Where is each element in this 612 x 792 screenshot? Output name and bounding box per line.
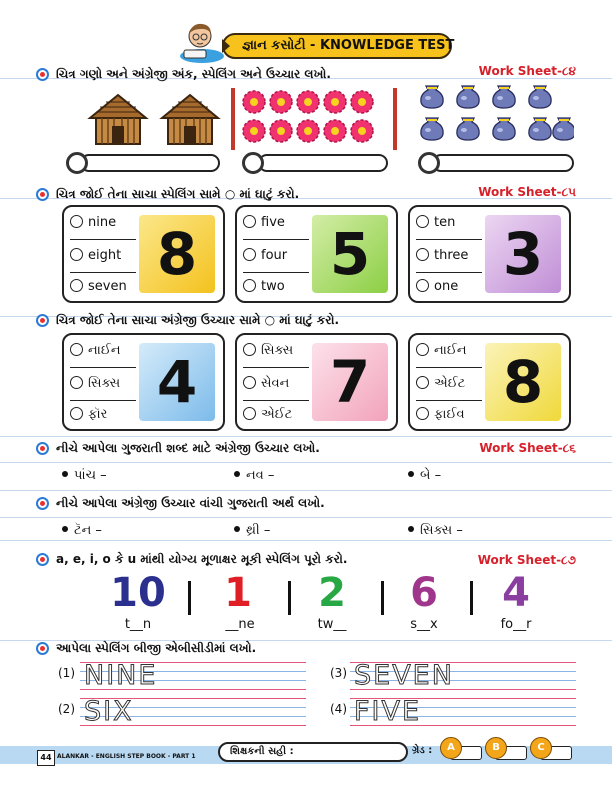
- radio-circle-icon[interactable]: [243, 215, 256, 228]
- bags-icon: [418, 84, 574, 150]
- vowel-word[interactable]: tw__: [317, 617, 347, 632]
- worksheet-label-86: Work Sheet-૮૬: [479, 441, 576, 455]
- option-row[interactable]: three: [416, 239, 482, 273]
- word-item[interactable]: નવ –: [234, 468, 274, 483]
- vowel-number: 6: [410, 570, 438, 616]
- grade-b-badge[interactable]: B: [485, 737, 507, 759]
- title-arrow-icon: [222, 39, 230, 53]
- option-row[interactable]: એઈટ: [243, 399, 309, 431]
- outline-word: SIX: [84, 696, 134, 727]
- word-item[interactable]: ટૅન –: [62, 523, 102, 538]
- option-row[interactable]: five: [243, 207, 309, 239]
- option-row[interactable]: ફાઈવ: [416, 399, 482, 431]
- bullet-icon: [36, 68, 49, 81]
- vowel-number: 1: [224, 570, 252, 616]
- separator: [381, 581, 384, 615]
- answer-count-flowers[interactable]: [242, 152, 264, 174]
- radio-circle-icon[interactable]: [70, 407, 83, 420]
- big-number: 8: [139, 215, 215, 293]
- radio-circle-icon[interactable]: [243, 279, 256, 292]
- big-number: 3: [485, 215, 561, 293]
- radio-circle-icon[interactable]: [243, 376, 256, 389]
- option-row[interactable]: one: [416, 271, 482, 303]
- handwriting-line-2[interactable]: [80, 698, 306, 726]
- entry-label: (3): [330, 666, 347, 680]
- answer-count-huts[interactable]: [66, 152, 88, 174]
- radio-circle-icon[interactable]: [416, 343, 429, 356]
- radio-circle-icon[interactable]: [416, 376, 429, 389]
- mascot-icon: [178, 20, 226, 64]
- answer-count-bags[interactable]: [418, 152, 440, 174]
- pronunciation-box-2: [235, 333, 398, 431]
- vowel-word[interactable]: t__n: [124, 617, 152, 632]
- vowel-word[interactable]: __ne: [225, 617, 255, 632]
- grade-c-badge[interactable]: C: [530, 737, 552, 759]
- radio-circle-icon[interactable]: [416, 407, 429, 420]
- separator: [288, 581, 291, 615]
- flowers-icon: [240, 88, 376, 146]
- bullet-icon: [36, 553, 49, 566]
- spelling-box-1: [62, 205, 225, 303]
- option-row[interactable]: ten: [416, 207, 482, 239]
- handwriting-line-3[interactable]: [350, 662, 576, 690]
- outline-word: SEVEN: [354, 660, 454, 691]
- page-title: જ્ઞાન કસોટી - KNOWLEDGE TEST: [222, 33, 452, 59]
- radio-circle-icon[interactable]: [243, 407, 256, 420]
- vowel-number: 4: [502, 570, 530, 616]
- worksheet-label-87: Work Sheet-૮૭: [477, 553, 576, 567]
- vowel-number: 2: [318, 570, 346, 616]
- answer-field-flowers[interactable]: [258, 154, 388, 172]
- handwriting-line-1[interactable]: [80, 662, 306, 690]
- radio-circle-icon[interactable]: [70, 343, 83, 356]
- vowel-number: 10: [110, 570, 166, 616]
- grade-a-badge[interactable]: A: [440, 737, 462, 759]
- option-row[interactable]: સિક્સ: [243, 335, 309, 367]
- spelling-box-2: [235, 205, 398, 303]
- radio-circle-icon[interactable]: [70, 376, 83, 389]
- option-row[interactable]: eight: [70, 239, 136, 273]
- radio-circle-icon[interactable]: [416, 215, 429, 228]
- bullet-icon: [36, 442, 49, 455]
- big-number: 5: [312, 215, 388, 293]
- option-row[interactable]: સેવન: [243, 367, 309, 401]
- outline-word: FIVE: [354, 696, 422, 727]
- word-item[interactable]: સિક્સ –: [408, 523, 463, 538]
- outline-word: NINE: [84, 660, 158, 691]
- radio-circle-icon[interactable]: [70, 215, 83, 228]
- option-row[interactable]: એઈટ: [416, 367, 482, 401]
- page-number: 44: [37, 750, 55, 766]
- radio-circle-icon[interactable]: [70, 248, 83, 261]
- big-number: 7: [312, 343, 388, 421]
- separator: [188, 581, 191, 615]
- word-item[interactable]: પાંચ –: [62, 468, 107, 483]
- answer-field-bags[interactable]: [432, 154, 574, 172]
- dot-icon: [234, 471, 240, 477]
- radio-circle-icon[interactable]: [416, 248, 429, 261]
- radio-circle-icon[interactable]: [243, 343, 256, 356]
- teacher-signature-field[interactable]: શિક્ષકની સહી :: [218, 742, 408, 762]
- answer-field-huts[interactable]: [80, 154, 220, 172]
- spelling-box-3: [408, 205, 571, 303]
- entry-label: (4): [330, 702, 347, 716]
- dot-icon: [234, 526, 240, 532]
- option-row[interactable]: ફૉર: [70, 399, 136, 431]
- option-row[interactable]: two: [243, 271, 309, 303]
- option-row[interactable]: nine: [70, 207, 136, 239]
- worksheet-label-84: Work Sheet-૮૪: [478, 64, 576, 78]
- option-row[interactable]: four: [243, 239, 309, 273]
- bullet-icon: [36, 314, 49, 327]
- handwriting-line-4[interactable]: [350, 698, 576, 726]
- option-row[interactable]: seven: [70, 271, 136, 303]
- pronunciation-box-1: [62, 333, 225, 431]
- separator: [470, 581, 473, 615]
- option-row[interactable]: નાઈન: [416, 335, 482, 367]
- word-item[interactable]: થ્રી –: [234, 523, 270, 538]
- separator: [231, 88, 235, 150]
- bullet-icon: [36, 497, 49, 510]
- radio-circle-icon[interactable]: [416, 279, 429, 292]
- hut-icon: [158, 92, 222, 148]
- hut-icon: [86, 92, 150, 148]
- bullet-icon: [36, 188, 49, 201]
- vowel-word[interactable]: s__x: [410, 617, 438, 632]
- big-number: 8: [485, 343, 561, 421]
- option-row[interactable]: સિક્સ: [70, 367, 136, 401]
- grade-label: ગ્રેડ :: [412, 745, 433, 756]
- pronunciation-box-3: [408, 333, 571, 431]
- dot-icon: [62, 471, 68, 477]
- entry-label: (2): [58, 702, 75, 716]
- separator: [393, 88, 397, 150]
- vowel-word[interactable]: fo__r: [500, 617, 532, 632]
- book-title: ALANKAR - ENGLISH STEP BOOK - PART 1: [57, 753, 196, 760]
- word-item[interactable]: બે –: [408, 468, 441, 483]
- radio-circle-icon[interactable]: [243, 248, 256, 261]
- radio-circle-icon[interactable]: [70, 279, 83, 292]
- dot-icon: [408, 471, 414, 477]
- dot-icon: [62, 526, 68, 532]
- bullet-icon: [36, 642, 49, 655]
- worksheet-label-85: Work Sheet-૮૫: [478, 185, 576, 199]
- option-row[interactable]: નાઈન: [70, 335, 136, 367]
- dot-icon: [408, 526, 414, 532]
- big-number: 4: [139, 343, 215, 421]
- entry-label: (1): [58, 666, 75, 680]
